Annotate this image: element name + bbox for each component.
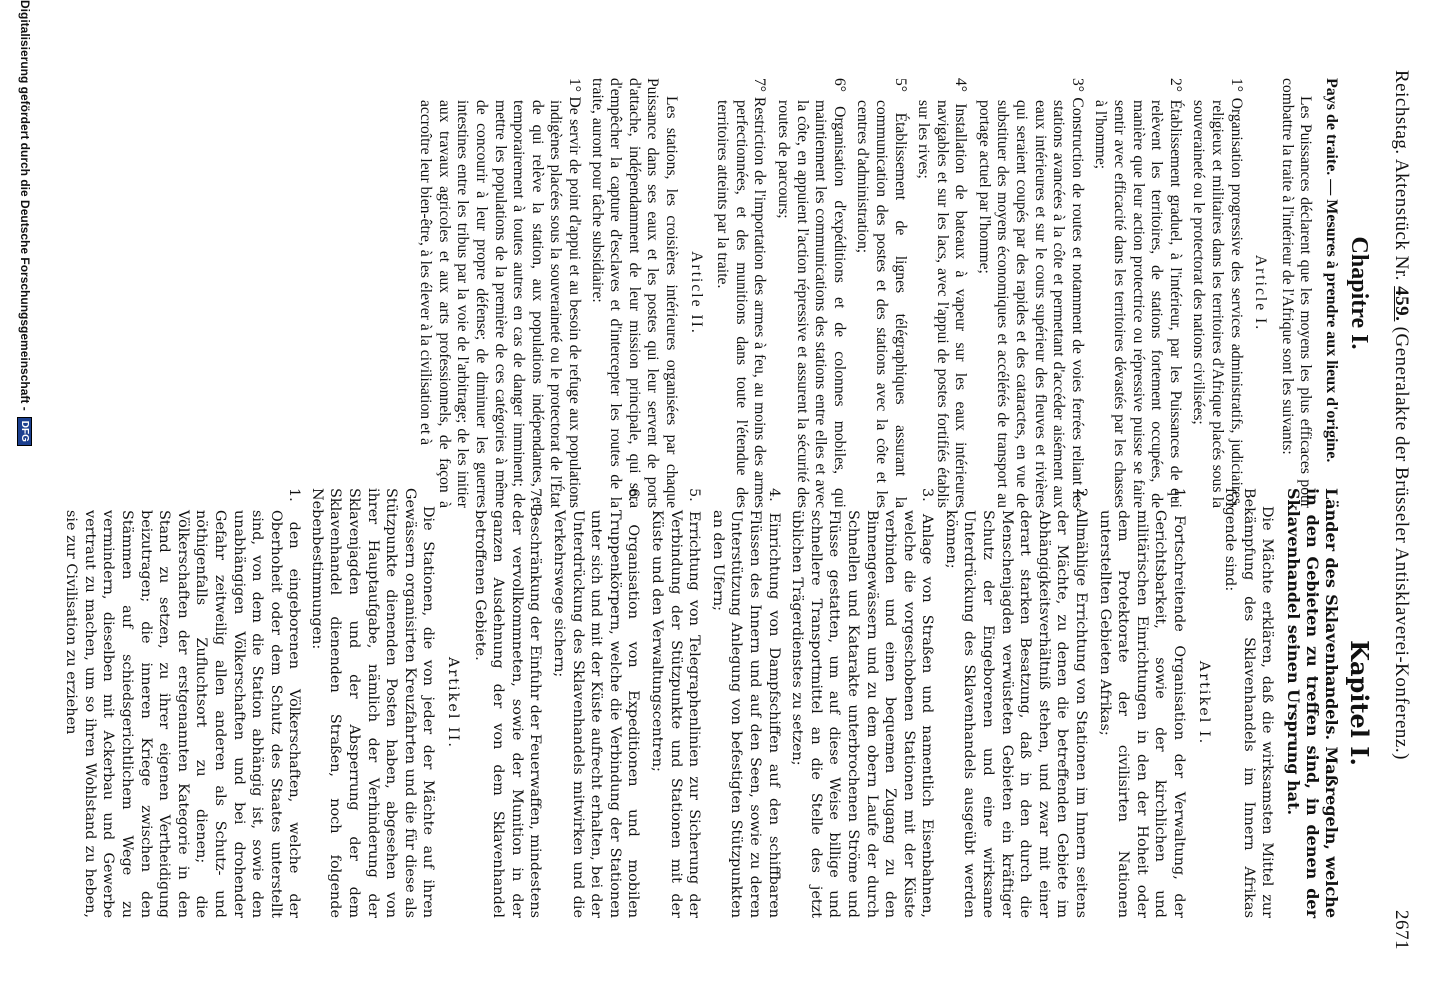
german-item: 6. Organisation von Expeditionen und mobilen Truppenkörpern, welche die Verbindung der Stationen unter sich und mit der Küste aufrecht erhalten, bei der Unterdrückung des Sklavenhandels mitwirken und die Verkehrswege sichern;	[551, 488, 642, 918]
german-article-1-heading: Artikel I.	[1195, 660, 1212, 746]
french-item: 2° Établissement graduel, à l'intérieur, par les Puissances de qui relèvent les territoires, de stations fortement occupées, de manière que leur action protectrice ou répressive puisse se faire sentir avec efficacité dans les territoires dévastés par les chasses à l'homme;	[1092, 78, 1184, 508]
french-item: 5° Établissement de lignes télégraphiques assurant la communication des postes et des stations avec la côte et les centres d'administration;	[854, 78, 909, 508]
german-column	[57, 488, 1372, 918]
german-subtitle: Länder des Sklavenhandels. Maßregeln, welche in den Gebieten zu treffen sind, in denen der Sklavenhandel seinen Ursprung hat.	[1284, 488, 1342, 918]
german-art2-intro: Die Stationen, die von jeder der Mächte auf ihren Gewässern organisirten Kreuzfahrten und die für diese als Stützpunkte dienenden Posten haben, abgesehen von ihrer Hauptaufgabe, nämlich der Verhinderung der Sklavenjagden und der Absperrung der dem Sklavenhandel dienenden Straßen, noch folgende Nebenbestimmungen:	[308, 488, 437, 918]
german-item: 1. Fortschreitende Organisation der Verwaltung, der Gerichtsbarkeit, sowie der kirchlichen und militärischen Einrichtungen in den der Hoheit oder dem Protektorate der civilisirten Nationen unterstellten Gebieten Afrikas;	[1096, 488, 1188, 918]
french-item: 4° Installation de bateaux à vapeur sur les eaux intérieures navigables et sur les lacs, avec l'appui de postes fortifiés établis sur les rives;	[915, 78, 970, 508]
header-right: (Generalakte der Brüsseler Antisklaverei-Konferenz.)	[1391, 326, 1412, 760]
header-left: Reichstag. Aktenstück Nr.	[1391, 70, 1412, 281]
document-number: 459.	[1391, 286, 1412, 322]
page-number: 2671	[1391, 910, 1412, 950]
german-item: 5. Errichtung von Telegraphenlinien zur Sicherung der Verbindung der Stützpunkte und Stationen mit der Küste und den Verwaltungscentren;	[649, 488, 703, 918]
french-item: 1° Organisation progressive des services administratifs, judiciaires, religieux et militaires dans les territoires d'Afrique placés sous la souveraineté ou le protectorat des nations civilisées;	[1190, 78, 1245, 508]
digitization-footer	[10, 0, 40, 1000]
dfg-logo: DFG	[18, 417, 33, 446]
french-subtitle: Pays de traite. — Mesures à prendre aux lieux d'origine.	[1323, 78, 1341, 463]
french-column	[411, 78, 1372, 508]
german-chapter-title: Kapitel I.	[1345, 640, 1374, 766]
french-intro: Les Puissances déclarent que les moyens les plus efficaces pour combattre la traite à l'intérieur de l'Afrique sont les suivants:	[1278, 78, 1315, 508]
french-item: 6° Organisation d'expéditions et de colonnes mobiles, qui maintiennent les communications des stations entre elles et avec la côte, en appuient l'action répressive et assurent la sécurité des routes de parcours;	[774, 78, 848, 508]
french-article-2-heading: Article II.	[687, 251, 705, 335]
french-art2-intro: Les stations, les croisières intérieures organisées par chaque Puissance dans ses eaux et les postes qui leur servent de ports d'attache, indépendamment de leur mission principale, qui sera d'empêcher la capture d'esclaves et d'intercepter les routes de la traite, auront pour tâche subsidiaire:	[588, 78, 680, 508]
german-item: 4. Einrichtung von Dampfschiffen auf den schiffbaren Flüssen des Innern und auf den Seen, sowie zu deren Unterstützung Anlegung von befestigten Stützpunkten an den Ufern;	[709, 488, 782, 918]
french-chapter-title: Chapitre I.	[1346, 236, 1372, 350]
footer-text: Digitalisierung gefördert durch die Deutsche Forschungsgemeinschaft -	[18, 0, 32, 411]
french-item: 7° Restriction de l'importation des armes à feu, au moins des armes perfectionnées, et des munitions dans toute l'étendue des territoires atteints par la traite.	[714, 78, 769, 508]
german-art2-item: 1. den eingeborenen Völkerschaften, welche der Oberhoheit oder dem Schutz des Staates unterstellt sind, von dem die Station abhängig ist, sowie den unabhängigen Völkerschaften und bei drohender Gefahr zeitweilig allen anderen als Schutz- und nöthigenfalls Zufluchtsort zu dienen; die Völkerschaften der erstgenannten Kategorie in den Stand zu setzen, zu ihrer eigenen Vertheidigung beizutragen; die inneren Kriege zwischen den Stämmen auf schiedsgerichtlichem Wege zu vermindern, dieselben mit Ackerbau und Gewerbe vertraut zu machen, um so ihren Wohlstand zu heben, sie zur Civilisation zu erziehen	[63, 488, 303, 918]
french-art2-item: 1° De servir de point d'appui et au besoin de refuge aux populations indigènes placées sous la souveraineté ou le protectorat de l'État de qui relève la station, aux populations indépendantes, et temporairement à toutes autres en cas de danger imminent; de mettre les populations de la première de ces catégories à même de concourir à leur propre défense; de diminuer les guerres intestines entre les tribus par la voie de l'arbitrage; de les initier aux travaux agricoles et aux arts professionnels, de façon à accroître leur bien-être, à les élever à la civilisation et à	[417, 78, 584, 508]
german-article-2-heading: Artikel II.	[445, 656, 462, 749]
german-item: 2. Allmählige Errichtung von Stationen im Innern seitens der Mächte, zu denen die betreffenden Gebiete im Abhängigkeitsverhältniß stehen, und zwar mit einer derart starken Besatzung, daß in den durch die Menschenjagden verwüsteten Gebieten ein kräftiger Schutz der Eingeborenen und eine wirksame Unterdrückung des Sklavenhandels ausgeübt werden können;	[942, 488, 1090, 918]
page-header	[1382, 70, 1412, 950]
french-article-1-heading: Article I.	[1252, 254, 1270, 332]
german-item: 3. Anlage von Straßen und namentlich Eisenbahnen, welche die vorgeschobenen Stationen mit der Küste verbinden und einen bequemen Zugang zu den Binnengewässern und zu dem obern Laufe der durch Schnellen und Katarakte unterbrochenen Ströme und Flüsse gestatten, um auf diese Weise billige und schnellere Transportmittel an die Stelle des jetzt üblichen Trägerdienstes zu setzen;	[789, 488, 936, 918]
german-intro: Die Mächte erklären, daß die wirksamsten Mittel zur Bekämpfung des Sklavenhandels im Innern Afrikas folgende sind:	[1222, 488, 1276, 918]
french-item: 3° Construction de routes et notamment de voies ferrées reliant les stations avancées à la côte et permettant d'accéder aisément aux eaux intérieures et sur le cours supérieur des fleuves et rivières qui seraient coupés par des rapides et des cataractes, en vue de substituer des moyens économiques et accélérés de transport au portage actuel par l'homme;	[975, 78, 1086, 508]
german-item: 7. Beschränkung der Einfuhr der Feuerwaffen, mindestens der vervollkommneten, sowie der Munition in der ganzen Ausdehnung der von dem Sklavenhandel betroffenen Gebiete.	[471, 488, 544, 918]
